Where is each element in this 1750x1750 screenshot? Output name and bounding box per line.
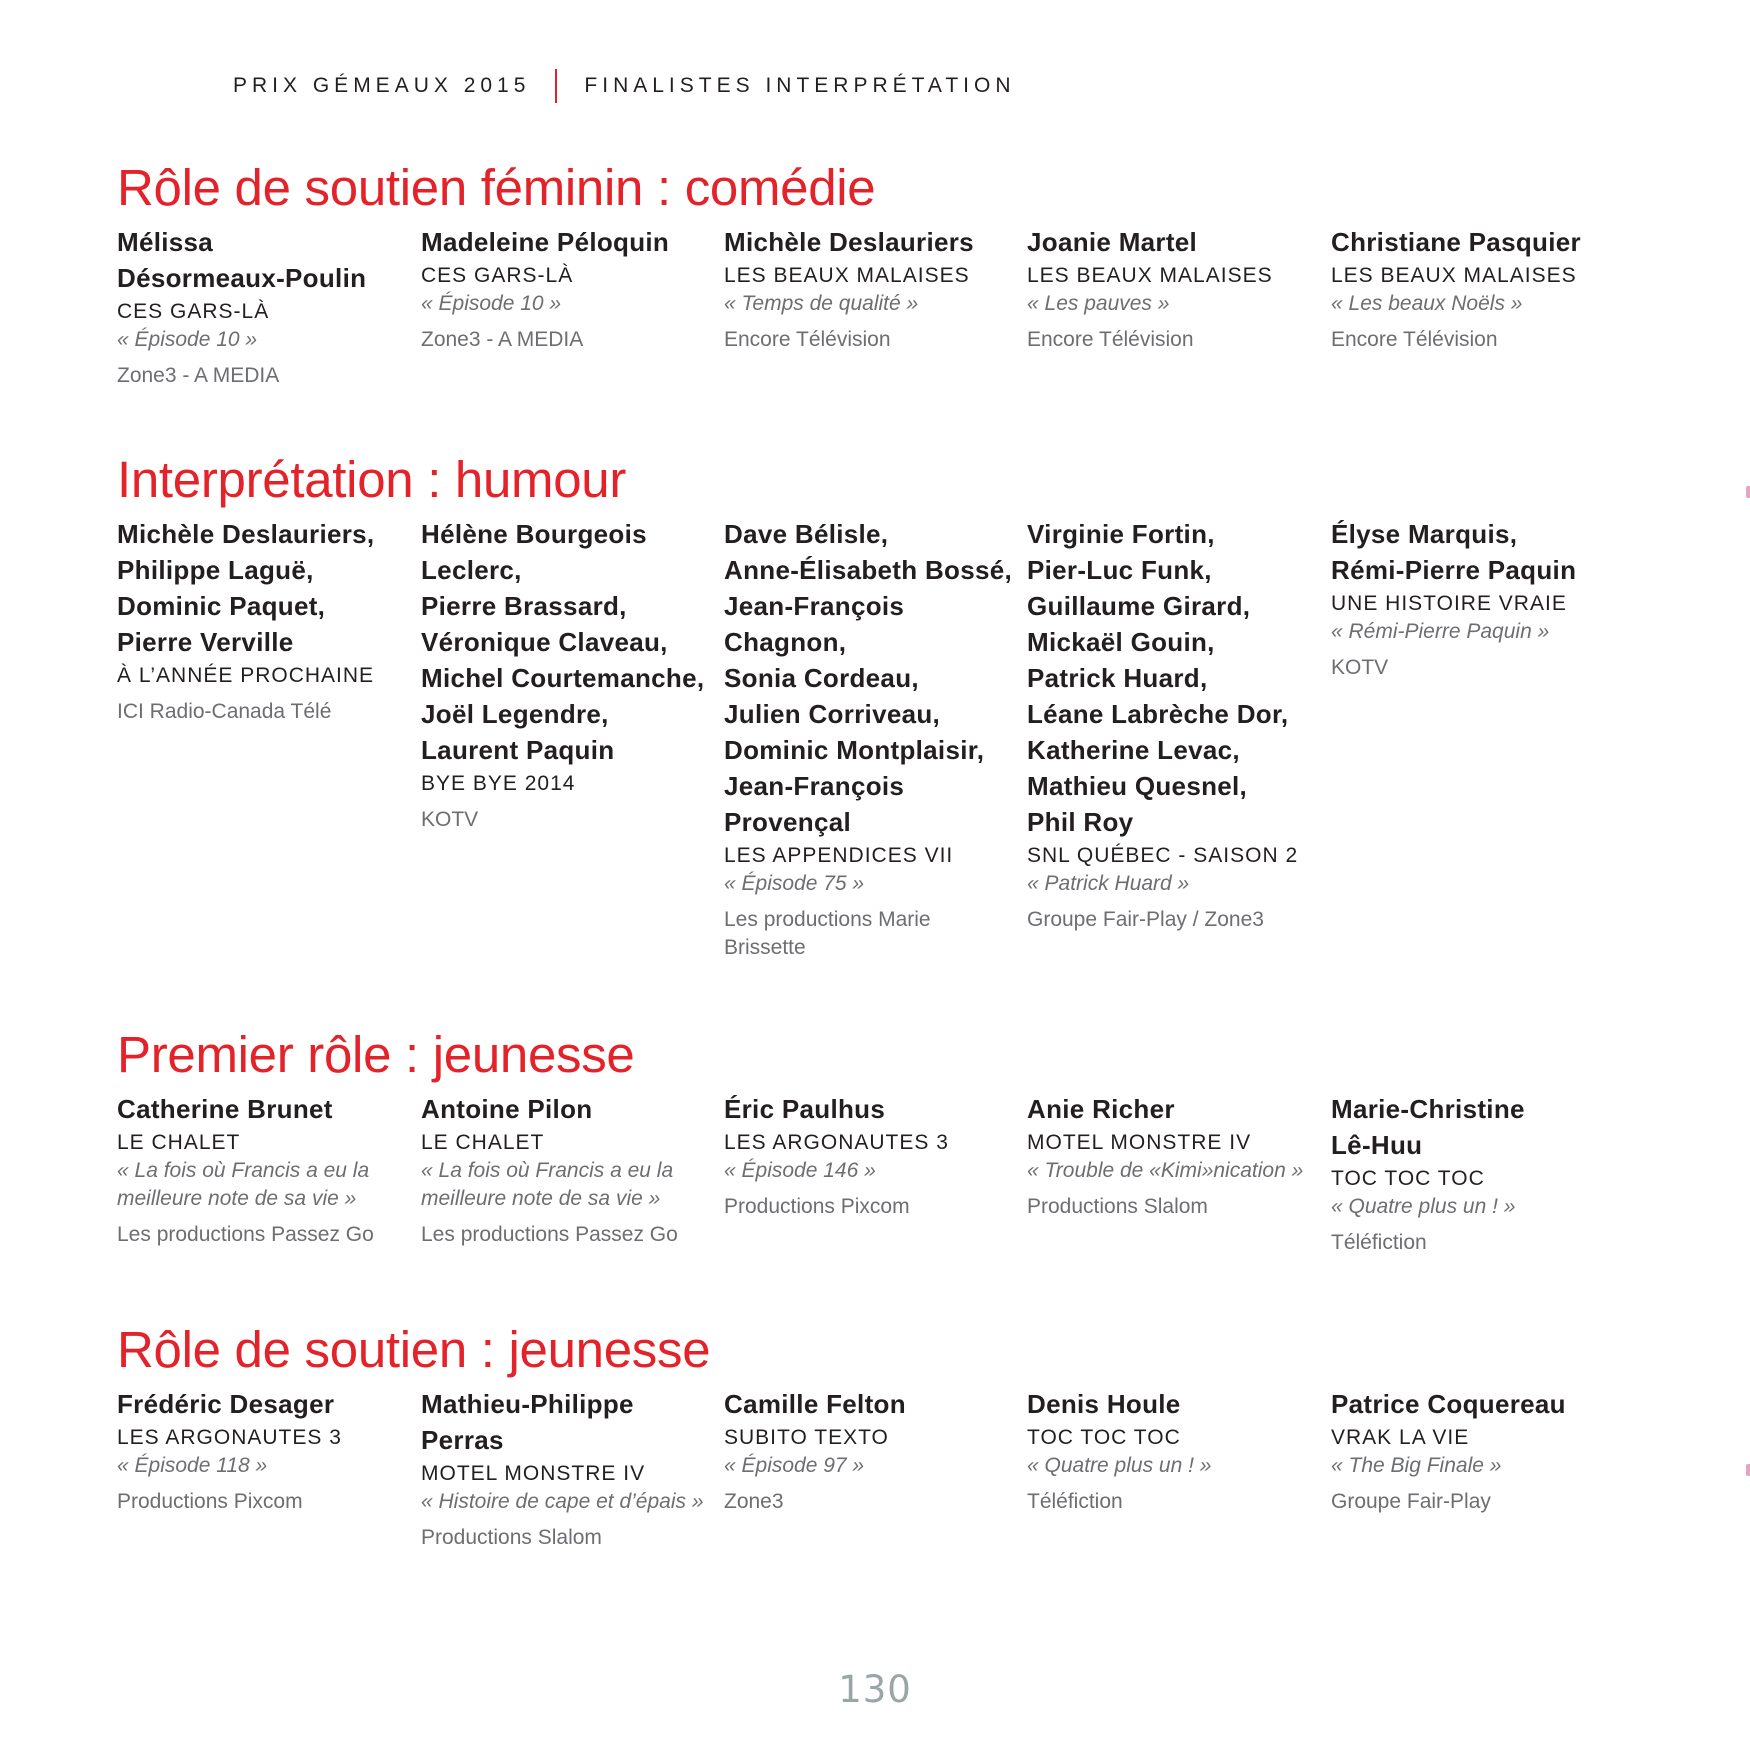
nominee-name: Frédéric Desager [117, 1389, 335, 1419]
nominee-names [1331, 224, 1621, 260]
nominee-name: Michèle Deslauriers [724, 227, 974, 257]
nominee-card [117, 224, 407, 390]
nominee-names [1331, 1386, 1621, 1422]
nominee-name: Chagnon, [724, 627, 847, 657]
nominee-name: Patrick Huard, [1027, 663, 1208, 693]
episode-title: « Épisode 146 » [724, 1159, 876, 1182]
nominee-card [117, 1091, 407, 1249]
header-right: FINALISTES INTERPRÉTATION [584, 74, 1016, 97]
producer: Groupe Fair-Play [1331, 1490, 1491, 1513]
nominee-names [1331, 1091, 1621, 1163]
nominee-name: Pierre Brassard, [421, 591, 627, 621]
nominee-card [1027, 224, 1317, 354]
episode-title: « Trouble de «Kimi»nication » [1027, 1159, 1304, 1182]
nominee-name: Perras [421, 1425, 504, 1455]
nominee-names [421, 1091, 711, 1127]
edge-mark [1746, 486, 1750, 498]
nominee-name: Hélène Bourgeois [421, 519, 647, 549]
nominee-name: Dominic Paquet, [117, 591, 326, 621]
nominee-name: Désormeaux-Poulin [117, 263, 367, 293]
section-title: Rôle de soutien : jeunesse [117, 1321, 711, 1378]
nominee-columns [117, 224, 1637, 387]
nominee-name: Véronique Claveau, [421, 627, 668, 657]
nominee-name: Anne-Élisabeth Bossé, [724, 555, 1013, 585]
show-title: À L’ANNÉE PROCHAINE [117, 664, 375, 687]
producer: Les productions Passez Go [117, 1223, 374, 1246]
producer: KOTV [1331, 656, 1389, 679]
nominee-name: Mathieu Quesnel, [1027, 771, 1248, 801]
nominee-names [724, 224, 1014, 260]
nominee-card [1027, 516, 1317, 934]
nominee-name: Mélissa [117, 227, 214, 257]
section-lead-youth [117, 1026, 1637, 1254]
nominee-card [1331, 1091, 1621, 1257]
show-title: SUBITO TEXTO [724, 1426, 889, 1449]
nominee-name: Virginie Fortin, [1027, 519, 1215, 549]
section-title: Premier rôle : jeunesse [117, 1026, 635, 1083]
nominee-name: Mickaël Gouin, [1027, 627, 1215, 657]
episode-title: « Patrick Huard » [1027, 872, 1190, 895]
nominee-names [421, 516, 711, 768]
nominee-card [1331, 1386, 1621, 1516]
section-title: Interprétation : humour [117, 451, 627, 508]
nominee-name: Madeleine Péloquin [421, 227, 670, 257]
nominee-card [117, 516, 407, 726]
nominee-name: Julien Corriveau, [724, 699, 941, 729]
producer: Téléfiction [1027, 1490, 1123, 1513]
show-title: LES ARGONAUTES 3 [117, 1426, 342, 1449]
show-title: MOTEL MONSTRE IV [1027, 1131, 1252, 1154]
nominee-name: Pierre Verville [117, 627, 294, 657]
show-title: LES BEAUX MALAISES [724, 264, 970, 287]
nominee-names [117, 1386, 407, 1422]
nominee-names [1027, 1386, 1317, 1422]
nominee-name: Mathieu-Philippe [421, 1389, 634, 1419]
header-separator [555, 69, 557, 103]
nominee-name: Dave Bélisle, [724, 519, 889, 549]
episode-title: « Épisode 10 » [421, 292, 562, 315]
producer: Productions Pixcom [724, 1195, 910, 1218]
episode-title: « Épisode 10 » [117, 328, 258, 351]
nominee-names [724, 516, 1014, 840]
episode-title: « Histoire de cape et d’épais » [421, 1490, 704, 1513]
show-title: TOC TOC TOC [1331, 1167, 1485, 1190]
nominee-name: Leclerc, [421, 555, 522, 585]
episode-title: « Rémi-Pierre Paquin » [1331, 620, 1550, 643]
show-title: BYE BYE 2014 [421, 772, 576, 795]
nominee-name: Pier-Luc Funk, [1027, 555, 1212, 585]
running-header [233, 69, 1016, 103]
nominee-name: Lê-Huu [1331, 1130, 1423, 1160]
nominee-names [421, 224, 711, 260]
producer: KOTV [421, 808, 479, 831]
nominee-name: Phil Roy [1027, 807, 1134, 837]
producer: Zone3 - A MEDIA [117, 364, 280, 387]
nominee-name: Antoine Pilon [421, 1094, 593, 1124]
section-supporting-female-comedy [117, 159, 1637, 387]
episode-title: « Quatre plus un ! » [1027, 1454, 1212, 1477]
episode-title: « La fois où Francis a eu la meilleure note de sa vie » [421, 1159, 674, 1210]
show-title: CES GARS-LÀ [117, 300, 270, 323]
nominee-columns [117, 1091, 1637, 1254]
episode-title: « The Big Finale » [1331, 1454, 1502, 1477]
nominee-name: Sonia Cordeau, [724, 663, 919, 693]
episode-title: « Les pauves » [1027, 292, 1170, 315]
episode-title: « Temps de qualité » [724, 292, 919, 315]
nominee-name: Laurent Paquin [421, 735, 615, 765]
show-title: UNE HISTOIRE VRAIE [1331, 592, 1567, 615]
nominee-name: Philippe Laguë, [117, 555, 314, 585]
nominee-name: Marie-Christine [1331, 1094, 1525, 1124]
nominee-columns [117, 516, 1637, 959]
nominee-name: Élyse Marquis, [1331, 519, 1518, 549]
section-humour [117, 451, 1637, 959]
show-title: LE CHALET [421, 1131, 545, 1154]
nominee-name: Rémi-Pierre Paquin [1331, 555, 1577, 585]
nominee-names [1027, 224, 1317, 260]
page-number: 130 [838, 1668, 912, 1711]
nominee-name: Denis Houle [1027, 1389, 1181, 1419]
episode-title: « Épisode 75 » [724, 872, 865, 895]
producer: Les productions Passez Go [421, 1223, 678, 1246]
nominee-name: Joanie Martel [1027, 227, 1198, 257]
producer: Productions Pixcom [117, 1490, 303, 1513]
nominee-names [724, 1091, 1014, 1127]
nominee-name: Dominic Montplaisir, [724, 735, 985, 765]
nominee-name: Jean-François [724, 591, 905, 621]
nominee-name: Provençal [724, 807, 851, 837]
nominee-names [724, 1386, 1014, 1422]
producer: ICI Radio-Canada Télé [117, 700, 332, 723]
edge-mark [1746, 1464, 1750, 1476]
nominee-card [421, 224, 711, 354]
producer: Zone3 [724, 1490, 784, 1513]
episode-title: « Épisode 97 » [724, 1454, 865, 1477]
nominee-columns [117, 1386, 1637, 1549]
header-left: PRIX GÉMEAUX 2015 [233, 74, 531, 97]
show-title: CES GARS-LÀ [421, 264, 574, 287]
section-supporting-youth [117, 1321, 1637, 1549]
nominee-names [421, 1386, 711, 1458]
producer: Les productions Marie Brissette [724, 908, 931, 959]
nominee-card [724, 1091, 1014, 1221]
nominee-name: Anie Richer [1027, 1094, 1175, 1124]
show-title: TOC TOC TOC [1027, 1426, 1181, 1449]
show-title: MOTEL MONSTRE IV [421, 1462, 646, 1485]
nominee-name: Katherine Levac, [1027, 735, 1240, 765]
episode-title: « Quatre plus un ! » [1331, 1195, 1516, 1218]
nominee-card [421, 516, 711, 834]
producer: Encore Télévision [724, 328, 891, 351]
nominee-name: Guillaume Girard, [1027, 591, 1251, 621]
nominee-name: Joël Legendre, [421, 699, 609, 729]
nominee-name: Camille Felton [724, 1389, 906, 1419]
producer: Productions Slalom [421, 1526, 602, 1549]
nominee-card [1331, 516, 1621, 682]
producer: Encore Télévision [1331, 328, 1498, 351]
episode-title: « Épisode 118 » [117, 1454, 268, 1477]
nominee-names [117, 1091, 407, 1127]
producer: Groupe Fair-Play / Zone3 [1027, 908, 1264, 931]
show-title: SNL QUÉBEC - SAISON 2 [1027, 844, 1299, 867]
nominee-card [1331, 224, 1621, 354]
nominee-name: Éric Paulhus [724, 1094, 886, 1124]
show-title: LES APPENDICES VII [724, 844, 954, 867]
nominee-names [117, 224, 407, 296]
nominee-card [724, 1386, 1014, 1516]
show-title: VRAK LA VIE [1331, 1426, 1470, 1449]
nominee-card [724, 516, 1014, 962]
nominee-name: Jean-François [724, 771, 905, 801]
nominee-name: Catherine Brunet [117, 1094, 333, 1124]
episode-title: « Les beaux Noëls » [1331, 292, 1523, 315]
nominee-name: Michel Courtemanche, [421, 663, 705, 693]
producer: Zone3 - A MEDIA [421, 328, 584, 351]
episode-title: « La fois où Francis a eu la meilleure note de sa vie » [117, 1159, 370, 1210]
nominee-card [1027, 1091, 1317, 1221]
show-title: LE CHALET [117, 1131, 241, 1154]
nominee-names [1027, 1091, 1317, 1127]
show-title: LES BEAUX MALAISES [1027, 264, 1273, 287]
nominee-name: Michèle Deslauriers, [117, 519, 375, 549]
nominee-card [117, 1386, 407, 1516]
nominee-names [117, 516, 407, 660]
producer: Téléfiction [1331, 1231, 1427, 1254]
producer: Productions Slalom [1027, 1195, 1208, 1218]
nominee-name: Léane Labrèche Dor, [1027, 699, 1289, 729]
section-title: Rôle de soutien féminin : comédie [117, 159, 876, 216]
nominee-card [421, 1386, 711, 1552]
nominee-card [1027, 1386, 1317, 1516]
nominee-names [1027, 516, 1317, 840]
nominee-name: Patrice Coquereau [1331, 1389, 1566, 1419]
nominee-names [1331, 516, 1621, 588]
show-title: LES ARGONAUTES 3 [724, 1131, 949, 1154]
producer: Encore Télévision [1027, 328, 1194, 351]
show-title: LES BEAUX MALAISES [1331, 264, 1577, 287]
nominee-card [421, 1091, 711, 1249]
nominee-name: Christiane Pasquier [1331, 227, 1581, 257]
nominee-card [724, 224, 1014, 354]
